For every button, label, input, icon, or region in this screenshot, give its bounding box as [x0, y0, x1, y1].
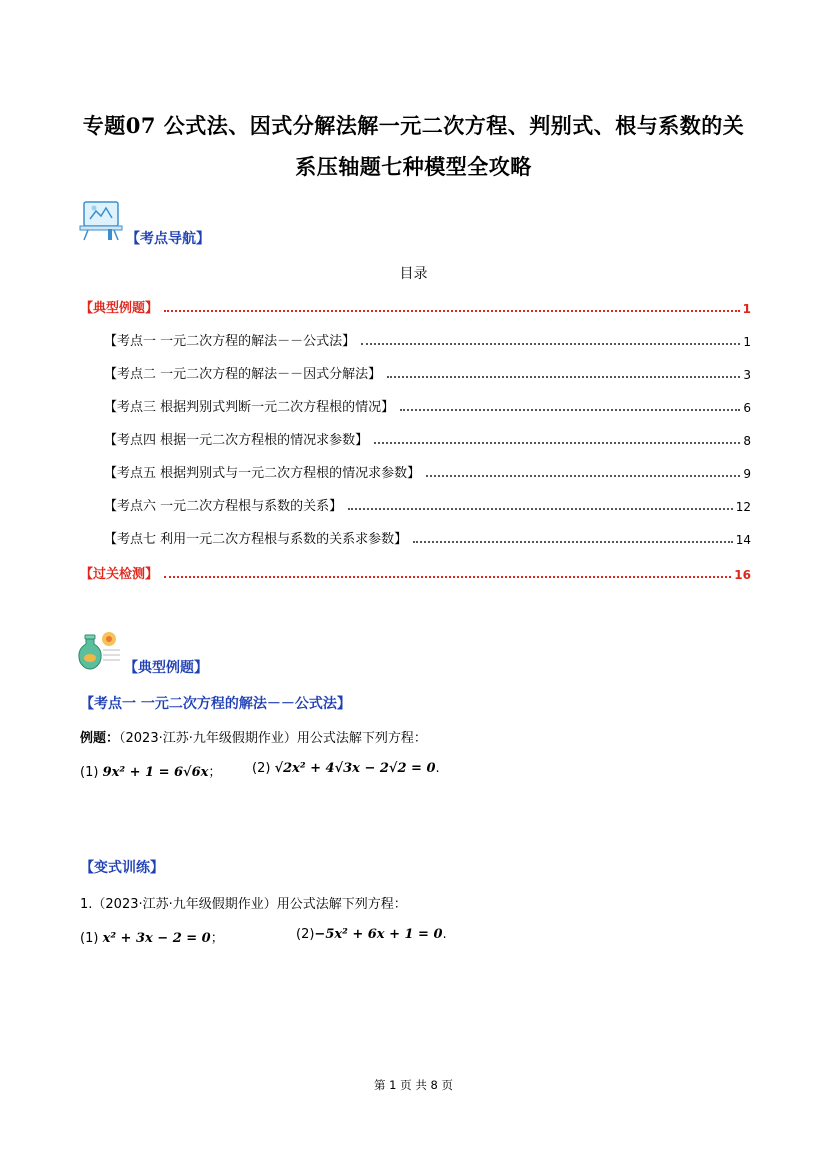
section-label-examples: 【典型例题】: [124, 660, 208, 676]
variant-part-2: [296, 927, 447, 942]
equation: −5x² + 6x + 1 = 0: [314, 927, 443, 942]
toc-leader-dots: [348, 508, 733, 510]
toc-entry-page: 16: [734, 568, 751, 582]
equation: √2x² + 4√3x − 2√2 = 0: [274, 761, 436, 776]
toc-entry-page: 6: [743, 401, 751, 415]
part-number: (2): [296, 927, 315, 942]
document-title-line2: 系压轴题七种模型全攻略: [295, 154, 532, 179]
example-question-text: （2023·江苏·九年级假期作业）用公式法解下列方程：: [119, 731, 427, 746]
toc-leader-dots: [164, 310, 740, 312]
toc-entry-page: 8: [743, 434, 751, 448]
toc-leader-dots: [387, 376, 740, 378]
example-prefix: 例题：: [80, 731, 120, 746]
variant-part-1: [80, 927, 224, 946]
toc-entry-label: 【考点七 利用一元二次方程根与系数的关系求参数】: [104, 532, 408, 547]
variant-heading: 【变式训练】: [80, 860, 164, 876]
toc-entry-page: 1: [743, 335, 751, 349]
toc-entry[interactable]: [104, 461, 751, 481]
toc-entry[interactable]: [104, 362, 751, 382]
toc-entry-page: 14: [735, 533, 751, 547]
toc-entry-page: 1: [742, 302, 751, 316]
toc-heading: 目录: [399, 266, 428, 282]
toc-entry-label: 【考点四 根据一元二次方程根的情况求参数】: [104, 433, 369, 448]
part-terminator: .: [442, 927, 447, 942]
page-footer: 第 1 页 共 8 页: [374, 1078, 453, 1092]
part-terminator: .: [435, 761, 440, 776]
example-part-1: [80, 761, 221, 780]
presentation-board-icon: [78, 199, 124, 241]
toc-entry[interactable]: [104, 395, 751, 415]
part-terminator: ；: [210, 931, 224, 946]
toc-entry[interactable]: [80, 296, 751, 316]
toc-entry-label: 【典型例题】: [80, 301, 159, 316]
part-terminator: ；: [208, 765, 222, 780]
part-number: (1): [80, 765, 99, 780]
toc-entry[interactable]: [104, 494, 751, 514]
section-label-navigation: 【考点导航】: [126, 231, 210, 247]
toc-entry-label: 【考点三 根据判别式判断一元二次方程根的情况】: [104, 400, 395, 415]
toc-entry-label: 【考点二 一元二次方程的解法－－因式分解法】: [104, 367, 382, 382]
example-question: [80, 727, 427, 746]
toc-leader-dots: [361, 343, 740, 345]
toc-entry-label: 【考点一 一元二次方程的解法－－公式法】: [104, 334, 356, 349]
variant-question-1: 1.（2023·江苏·九年级假期作业）用公式法解下列方程：: [80, 897, 407, 912]
toc-entry[interactable]: [104, 329, 751, 349]
toc-leader-dots: [400, 409, 740, 411]
example-part-2: [252, 761, 440, 776]
equation: 9x² + 1 = 6√6x: [102, 765, 209, 780]
toc-entry[interactable]: [104, 527, 751, 547]
toc-leader-dots: [413, 541, 733, 543]
toc-entry[interactable]: [80, 562, 751, 582]
equation: x² + 3x − 2 = 0: [102, 931, 211, 946]
toc-entry-page: 12: [735, 500, 751, 514]
toc-entry[interactable]: [104, 428, 751, 448]
toc-leader-dots: [426, 475, 740, 477]
document-title-line1: 专题07 公式法、因式分解法解一元二次方程、判别式、根与系数的关: [82, 113, 745, 138]
part-number: (1): [80, 931, 99, 946]
toc-entry-label: 【过关检测】: [80, 567, 159, 582]
toc-entry-label: 【考点五 根据判别式与一元二次方程根的情况求参数】: [104, 466, 421, 481]
toc-entry-page: 9: [743, 467, 751, 481]
vase-flower-icon: [76, 628, 122, 670]
part-number: (2): [252, 761, 271, 776]
toc-leader-dots: [374, 442, 740, 444]
toc-entry-page: 3: [743, 368, 751, 382]
kp1-heading: 【考点一 一元二次方程的解法－－公式法】: [80, 696, 351, 712]
toc-leader-dots: [164, 576, 731, 578]
toc-entry-label: 【考点六 一元二次方程根与系数的关系】: [104, 499, 343, 514]
